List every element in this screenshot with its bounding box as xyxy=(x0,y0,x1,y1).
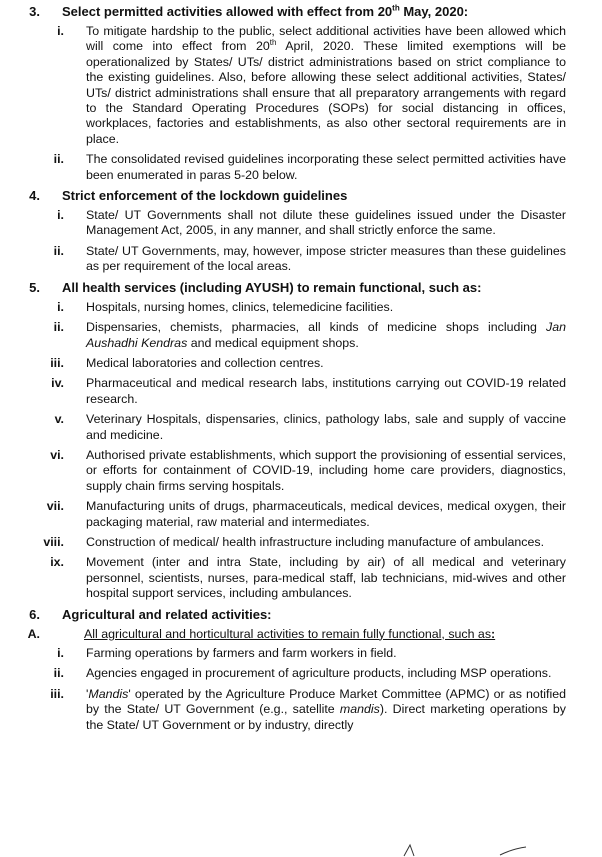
list-item xyxy=(0,152,602,183)
item-text xyxy=(86,24,566,147)
section-4-heading xyxy=(0,188,602,204)
item-text: Farming operations by farmers and farm workers in field. xyxy=(86,646,397,660)
item-number: i. xyxy=(57,646,64,660)
section-number: 3. xyxy=(29,4,40,19)
list-item xyxy=(0,300,602,315)
item-text: The consolidated revised guidelines incorporating these select permitted activities have been enumerated in paras 5-20 below. xyxy=(86,152,566,182)
list-item xyxy=(0,535,602,550)
item-text xyxy=(86,687,566,733)
item-text: Medical laboratories and collection centres. xyxy=(86,355,324,370)
list-item xyxy=(0,24,602,147)
item-text-italic: mandis xyxy=(339,702,380,717)
item-number: ii. xyxy=(53,320,64,335)
list-item xyxy=(0,646,602,661)
item-text: Veterinary Hospitals, dispensaries, clinics, pathology labs, sale and supply of vaccine and medicine. xyxy=(86,412,566,442)
item-number: vi. xyxy=(50,447,64,462)
subsection-a-heading xyxy=(0,627,602,642)
list-item xyxy=(0,320,602,351)
item-number: vii. xyxy=(46,499,64,514)
subsection-text: All agricultural and horticultural activities to remain fully functional, such as xyxy=(84,626,492,641)
section-number: 4. xyxy=(29,188,40,204)
item-text-sup: th xyxy=(269,38,277,48)
subsection-colon: : xyxy=(491,626,496,641)
document-page xyxy=(0,4,602,738)
item-number: ix. xyxy=(50,555,64,570)
item-number: i. xyxy=(57,208,64,223)
section-title: All health services (including AYUSH) to remain functional, such as: xyxy=(62,279,482,295)
list-item xyxy=(0,412,602,443)
item-text: Hospitals, nursing homes, clinics, telemedicine facilities. xyxy=(86,299,394,314)
item-text-part: ' xyxy=(86,686,89,701)
item-number: v. xyxy=(54,412,64,427)
list-item xyxy=(0,448,602,494)
list-item xyxy=(0,208,602,239)
item-text-italic: Mandis xyxy=(88,686,129,701)
item-number: viii. xyxy=(43,534,64,549)
title-sup: th xyxy=(392,3,400,13)
item-text: State/ UT Governments shall not dilute these guidelines issued under the Disaster Management Act, 2005, in any manner, and shall strictly enforce the same. xyxy=(86,208,566,238)
item-number: iii. xyxy=(50,355,64,370)
item-text-italic: Jan Aushadhi Kendras xyxy=(86,320,566,350)
item-text-part: April, 2020. These limited exemptions will be operationalized by States/ UTs/ district administrations based on strict compliance to the existing guidelines. Also, before allowing these select additional activities, States/ UTs/ district administrations shall ensure that all preparatory arrangements with regard to the Standard Operating Procedures (SOPs) for social distancing in offices, workplaces, factories and establishments, as also other sectoral requirements are in place. xyxy=(86,39,566,146)
item-text: State/ UT Governments, may, however, impose stricter measures than these guidelines as per requirement of the local areas. xyxy=(86,243,566,274)
subsection-letter: A. xyxy=(27,626,40,641)
section-6-heading xyxy=(0,607,602,623)
title-text: Select permitted activities allowed with effect from 20 xyxy=(62,4,393,19)
item-text-part: and medical equipment shops. xyxy=(187,335,359,350)
section-title: Agricultural and related activities: xyxy=(62,606,272,622)
item-text: Construction of medical/ health infrastructure including manufacture of ambulances. xyxy=(86,534,545,549)
item-text-part: ' operated by the Agriculture Produce Market Committee (APMC) or as notified by the State/ UT Government (e.g., satellite xyxy=(86,686,566,717)
list-item xyxy=(0,499,602,530)
item-text-part: To mitigate hardship to the public, select additional activities have been allowed which will come into effect from 20 xyxy=(86,24,566,54)
section-number: 5. xyxy=(29,279,40,295)
item-number: iv. xyxy=(51,376,64,391)
item-number: iii. xyxy=(50,686,64,701)
section-3-heading xyxy=(0,4,602,20)
item-number: ii. xyxy=(53,152,64,167)
item-text: Authorised private establishments, which support the provisioning of essential services, or efforts for containment of COVID-19, including home care providers, diagnostics, supply chain firms serving hospitals. xyxy=(86,447,566,493)
list-item xyxy=(0,244,602,275)
item-text-part: ). Direct marketing operations by the State/ UT Government or by industry, directly xyxy=(86,702,566,732)
item-text xyxy=(86,320,566,351)
item-text: Agencies engaged in procurement of agriculture products, including MSP operations. xyxy=(86,666,552,681)
list-item xyxy=(0,687,602,733)
section-5-heading xyxy=(0,280,602,296)
signature-mark xyxy=(400,843,530,857)
item-text: Movement (inter and intra State, including by air) of all medical and veterinary personnel, scientists, nurses, para-medical staff, lab technicians, mid-wives and other hospital support services, including ambulances. xyxy=(86,555,566,601)
item-text: Manufacturing units of drugs, pharmaceuticals, medical devices, medical oxygen, their packaging material, raw material and intermediates. xyxy=(86,499,566,529)
list-item xyxy=(0,555,602,601)
section-title: Strict enforcement of the lockdown guidelines xyxy=(62,188,348,204)
item-number: i. xyxy=(57,24,64,38)
item-number: i. xyxy=(57,299,64,314)
section-number: 6. xyxy=(29,606,40,622)
item-number: ii. xyxy=(53,666,64,681)
item-number: ii. xyxy=(53,243,64,258)
item-text: Pharmaceutical and medical research labs, institutions carrying out COVID-19 related research. xyxy=(86,376,566,406)
item-text-part: Dispensaries, chemists, pharmacies, all kinds of medicine shops including xyxy=(86,320,547,335)
list-item xyxy=(0,376,602,407)
subsection-title xyxy=(84,627,564,642)
list-item xyxy=(0,356,602,371)
list-item xyxy=(0,666,602,681)
section-title xyxy=(62,4,562,20)
title-text-end: May, 2020: xyxy=(399,4,469,19)
